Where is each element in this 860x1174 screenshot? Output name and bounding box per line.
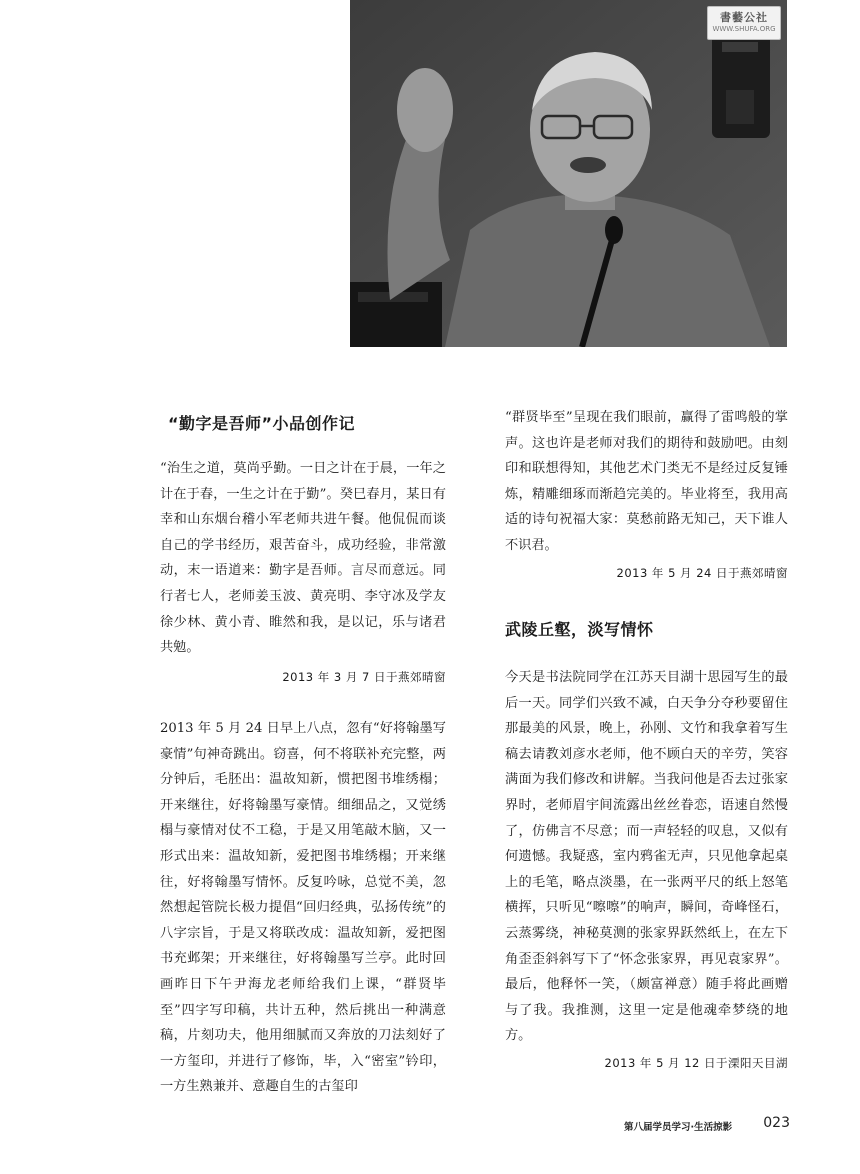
lecturer-photo-illustration xyxy=(350,0,787,347)
page-footer xyxy=(624,1114,790,1134)
article1-title: “勤字是吾师”小品创作记 xyxy=(168,414,356,433)
article1-date: 2013 年 3 月 7 日于燕郊晴窗 xyxy=(282,670,446,684)
article2-paragraph-part2: “群贤毕至”呈现在我们眼前，赢得了雷鸣般的掌声。这也许是老师对我们的期待和鼓励吧。由刻印和联想得知，其他艺术门类无不是经过反复锤炼，精雕细琢而渐趋完美的。毕业将至，我用高适的诗句祝福大家：莫愁前路无知己，天下谁人不识君。 xyxy=(505,410,788,553)
article3-paragraph: 今天是书法院同学在江苏天目湖十思园写生的最后一天。同学们兴致不减，白天争分夺秒要留住那最美的风景，晚上，孙刚、文竹和我拿着写生稿去请教刘彦水老师，他不顾白天的辛劳，笑容满面为我们修改和讲解。当我问他是否去过张家界时，老师眉宇间流露出丝丝眷恋，语速自然慢了，仿佛言不尽意；而一声轻轻的叹息，又似有何遗憾。我疑惑，室内鸦雀无声，只见他拿起桌上的毛笔，略点淡墨，在一张两平尺的纸上怒笔横挥，只听见“嚓嚓”的响声，瞬间，奇峰怪石，云蒸雾绕，神秘莫测的张家界跃然纸上，在左下角歪歪斜斜写下了“怀念张家界，再见袁家界”。最后，他释怀一笑，（颇富禅意）随手将此画赠与了我。我推测，这里一定是他魂牵梦绕的地方。 xyxy=(505,670,788,1044)
page-number: 023 xyxy=(763,1115,790,1131)
watermark-logo: 書藝公社 xyxy=(720,11,768,24)
article3-title: 武陵丘壑，淡写情怀 xyxy=(505,620,654,639)
article3-date: 2013 年 5 月 12 日于溧阳天目湖 xyxy=(604,1056,788,1070)
watermark-badge xyxy=(707,6,781,40)
article2-date: 2013 年 5 月 24 日于燕郊晴窗 xyxy=(616,566,788,580)
article1-paragraph: “治生之道，莫尚乎勤。一日之计在于晨，一年之计在于春，一生之计在于勤”。癸巳春月，某日有幸和山东烟台稽小军老师共进午餐。他侃侃而谈自己的学书经历，艰苦奋斗，成功经验，非常激动，末一语道来：勤字是吾师。言尽而意远。同行者七人，老师姜玉波、黄亮明、李守冰及学友徐少林、黄小青、睢然和我，是以记，乐与诸君共勉。 xyxy=(160,461,446,656)
watermark-url: WWW.SHUFA.ORG xyxy=(712,25,776,33)
article2-paragraph-part1: 2013 年 5 月 24 日早上八点，忽有“好将翰墨写豪情”句神奇跳出。窃喜，何不将联补充完整，两分钟后，毛胚出：温故知新，惯把图书堆绣榻；开来继往，好将翰墨写豪情。细细品之，又觉绣榻与豪情对仗不工稳，于是又用笔敲木脑，又一形式出来：温故知新，爱把图书堆绣榻；开来继往，好将翰墨写情怀。反复吟咏，总觉不美，忽然想起管院长极力提倡“回归经典，弘扬传统”的八字宗旨，于是又将联改成：温故知新，爱把图书充邺架；开来继往，好将翰墨写兰亭。此时回画昨日下午尹海龙老师给我们上课，“群贤毕至”四字写印稿，共计五种，然后挑出一种满意稿，片刻功夫，他用细腻而又奔放的刀法刻好了一方玺印，并进行了修饰，毕，入“密室”钤印，一方生熟兼并、意趣自生的古玺印 xyxy=(160,721,446,1095)
footer-series-title: 第八届学员学习·生活掠影 xyxy=(624,1122,733,1133)
lecture-photo xyxy=(350,0,787,347)
